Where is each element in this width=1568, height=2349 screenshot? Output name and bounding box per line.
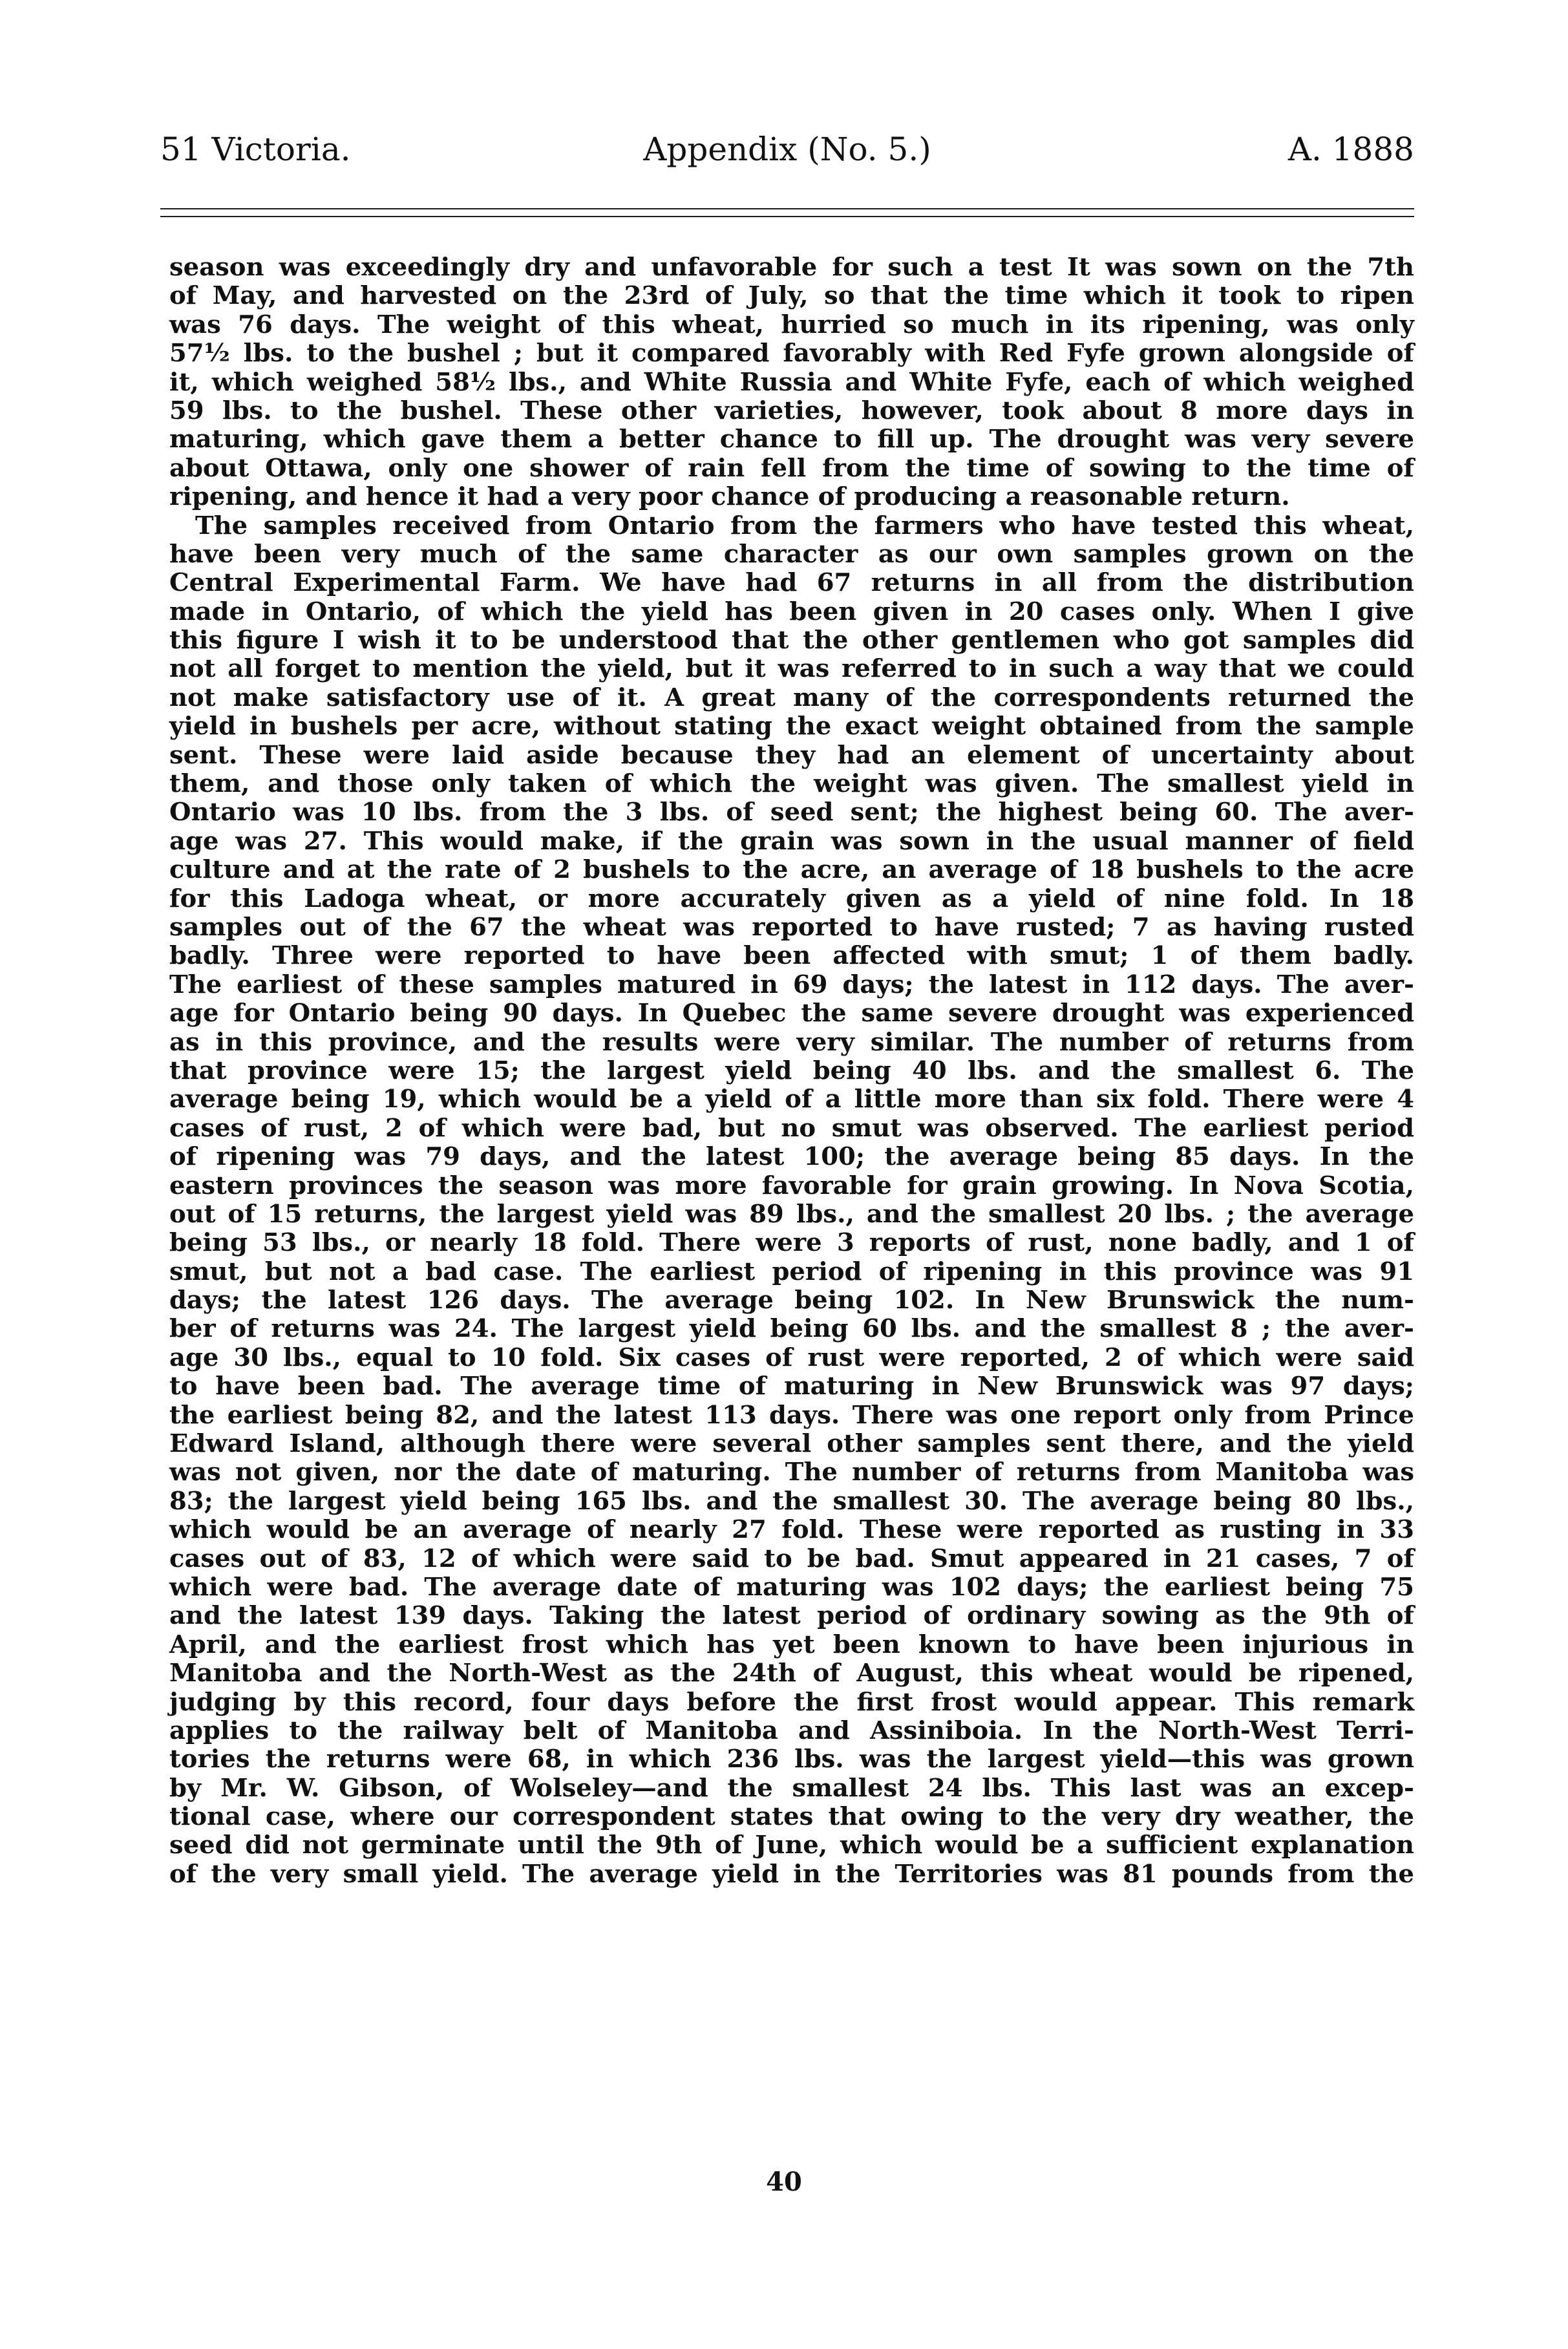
text-line: Central Experimental Farm. We have had 67 returns in all from the distribution [169,568,1414,598]
text-line: them, and those only taken of which the weight was given. The smallest yield in [169,769,1414,799]
text-line: sent. These were laid aside because they had an element of uncertainty about [169,740,1414,770]
body-text [169,253,1414,1889]
text-line: which were bad. The average date of maturing was 102 days; the earliest being 75 [169,1572,1414,1602]
text-line: yield in bushels per acre, without stating the exact weight obtained from the sample [169,712,1414,741]
text-line: 83; the largest yield being 165 lbs. and the smallest 30. The average being 80 lbs., [169,1486,1414,1516]
text-line: being 53 lbs., or nearly 18 fold. There were 3 reports of rust, none badly, and 1 of [169,1228,1414,1258]
page-number: 40 [766,2167,802,2197]
text-line: not all forget to mention the yield, but it was referred to in such a way that we could [169,654,1414,684]
text-line: smut, but not a bad case. The earliest period of ripening in this province was 91 [169,1257,1414,1286]
text-line: tories the returns were 68, in which 236 lbs. was the largest yield—this was grown [169,1745,1414,1774]
text-line: The samples received from Ontario from the farmers who have tested this wheat, [195,511,1414,540]
text-line: to have been bad. The average time of maturing in New Brunswick was 97 days; [169,1372,1414,1401]
text-line: Edward Island, although there were several other samples sent there, and the yield [169,1429,1414,1459]
running-header [160,127,1414,172]
text-line: age for Ontario being 90 days. In Quebec the same severe drought was experienced [169,999,1414,1028]
text-line: which would be an average of nearly 27 fold. These were reported as rusting in 33 [169,1515,1414,1545]
text-line: days; the latest 126 days. The average being 102. In New Brunswick the num- [169,1286,1414,1315]
text-line: cases out of 83, 12 of which were said to be bad. Smut appeared in 21 cases, 7 of [169,1544,1414,1573]
text-line: made in Ontario, of which the yield has been given in 20 cases only. When I give [169,597,1414,626]
header-rule-upper [160,208,1414,209]
text-line: this figure I wish it to be understood that the other gentlemen who got samples did [169,626,1414,655]
text-line: Ontario was 10 lbs. from the 3 lbs. of seed sent; the highest being 60. The aver- [169,798,1414,827]
text-line: ripening, and hence it had a very poor chance of producing a reasonable return. [169,482,1290,512]
text-line: age was 27. This would make, if the grain was sown in the usual manner of field [169,826,1414,856]
text-line: average being 19, which would be a yield of a little more than six fold. There were 4 [169,1085,1414,1114]
paragraph [169,253,1414,512]
text-line: of the very small yield. The average yield in the Territories was 81 pounds from the [169,1859,1414,1889]
header-rule-lower [160,216,1414,217]
text-line: about Ottawa, only one shower of rain fell from the time of sowing to the time of [169,453,1414,483]
text-line: 59 lbs. to the bushel. These other varieties, however, took about 8 more days in [169,396,1414,425]
text-line: tional case, where our correspondent states that owing to the very dry weather, the [169,1802,1414,1832]
text-line: The earliest of these samples matured in 69 days; the latest in 112 days. The aver- [169,970,1414,999]
text-line: not make satisfactory use of it. A great many of the correspondents returned the [169,683,1414,712]
text-line: as in this province, and the results were very similar. The number of returns from [169,1027,1414,1057]
text-line: ber of returns was 24. The largest yield being 60 lbs. and the smallest 8 ; the aver- [169,1314,1414,1344]
text-line: applies to the railway belt of Manitoba and Assiniboia. In the North-West Terri- [169,1716,1414,1745]
text-line: that province were 15; the largest yield being 40 lbs. and the smallest 6. The [169,1056,1414,1085]
text-line: and the latest 139 days. Taking the latest period of ordinary sowing as the 9th of [169,1601,1414,1631]
text-line: the earliest being 82, and the latest 113 days. There was one report only from Prince [169,1400,1414,1430]
paragraph [169,512,1414,1889]
text-line: was not given, nor the date of maturing. The number of returns from Manitoba was [169,1458,1414,1487]
text-line: age 30 lbs., equal to 10 fold. Six cases of rust were reported, 2 of which were said [169,1343,1414,1372]
text-line: for this Ladoga wheat, or more accurately given as a yield of nine fold. In 18 [169,884,1414,913]
header-session: 51 Victoria. [160,131,351,168]
text-line: maturing, which gave them a better chance to fill up. The drought was very severe [169,425,1414,454]
text-line: samples out of the 67 the wheat was reported to have rusted; 7 as having rusted [169,912,1414,942]
text-line: by Mr. W. Gibson, of Wolseley—and the smallest 24 lbs. This last was an excep- [169,1773,1414,1803]
text-line: out of 15 returns, the largest yield was 89 lbs., and the smallest 20 lbs. ; the average [169,1199,1414,1229]
text-line: April, and the earliest frost which has yet been known to have been injurious in [169,1630,1414,1659]
text-line: was 76 days. The weight of this wheat, hurried so much in its ripening, was only [169,310,1414,339]
text-line: season was exceedingly dry and unfavorable for such a test It was sown on the 7th [169,253,1414,282]
text-line: of May, and harvested on the 23rd of July, so that the time which it took to ripen [169,281,1414,311]
text-line: badly. Three were reported to have been affected with smut; 1 of them badly. [169,941,1414,971]
text-line: of ripening was 79 days, and the latest 100; the average being 85 days. In the [169,1142,1414,1172]
text-line: Manitoba and the North-West as the 24th of August, this wheat would be ripened, [169,1659,1414,1688]
text-line: seed did not germinate until the 9th of June, which would be a sufficient explanation [169,1831,1414,1860]
header-year: A. 1888 [1287,131,1414,168]
text-line: 57½ lbs. to the bushel ; but it compared favorably with Red Fyfe grown alongside of [169,339,1414,368]
text-line: eastern provinces the season was more favorable for grain growing. In Nova Scotia, [169,1171,1414,1200]
text-line: judging by this record, four days before the first frost would appear. This remark [169,1687,1414,1717]
text-line: culture and at the rate of 2 bushels to the acre, an average of 18 bushels to the acre [169,855,1414,885]
text-line: have been very much of the same character as our own samples grown on the [169,539,1414,569]
text-line: it, which weighed 58½ lbs., and White Russia and White Fyfe, each of which weighed [169,367,1414,397]
text-line: cases of rust, 2 of which were bad, but no smut was observed. The earliest period [169,1113,1414,1143]
header-appendix: Appendix (No. 5.) [643,131,931,168]
